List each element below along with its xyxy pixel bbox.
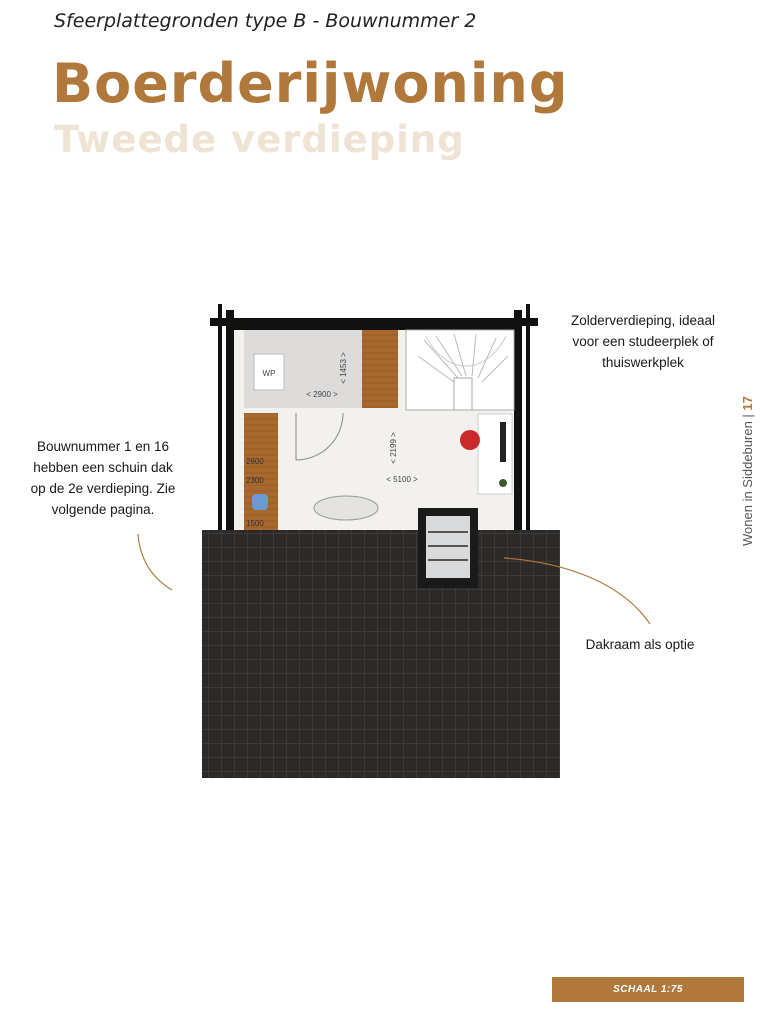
page-title: Boerderijwoning (52, 52, 569, 115)
skylight (418, 508, 478, 588)
plant (499, 479, 507, 487)
note-line: volgende pagina. (51, 502, 155, 517)
note-line: Zolderverdieping, ideaal (570, 313, 716, 328)
scale-bar: SCHAAL 1:75 (552, 977, 744, 1002)
cupboard-left (244, 413, 278, 530)
dim-2900: < 2900 > (306, 390, 338, 399)
beanbag (314, 496, 378, 520)
height-2300: 2300 (246, 476, 264, 485)
floor-plan (196, 296, 572, 796)
desk (478, 414, 512, 494)
note-line: voor een studeerplek of (572, 334, 714, 349)
cupboard (362, 330, 398, 408)
monitor (500, 422, 506, 462)
dim-1453: < 1453 > (339, 352, 348, 384)
note-dakraam: Dakraam als optie (585, 637, 695, 652)
note-line: hebben een schuin dak (33, 460, 173, 475)
chair (460, 430, 480, 450)
wp-label: WP (262, 369, 276, 378)
note-zolder (554, 310, 732, 373)
note-line: op de 2e verdieping. Zie (30, 481, 176, 496)
height-2600: 2600 (246, 457, 264, 466)
page-number: 17 (740, 396, 755, 411)
note-bouwnummer (10, 436, 196, 520)
staircase (406, 330, 514, 410)
laundry-basket (252, 494, 268, 510)
page-subtitle: Sfeerplattegronden type B - Bouwnummer 2 (54, 10, 477, 32)
note-line: thuiswerkplek (602, 355, 684, 370)
dim-5100: < 5100 > (386, 475, 418, 484)
note-line: Bouwnummer 1 en 16 (36, 439, 170, 454)
side-label (740, 396, 755, 546)
side-label-text: Wonen in Siddeburen | (740, 410, 755, 546)
height-1500: 1500 (246, 519, 264, 528)
roof (202, 530, 560, 778)
floor-title: Tweede verdieping (54, 118, 465, 161)
dim-2199: < 2199 > (389, 432, 398, 464)
